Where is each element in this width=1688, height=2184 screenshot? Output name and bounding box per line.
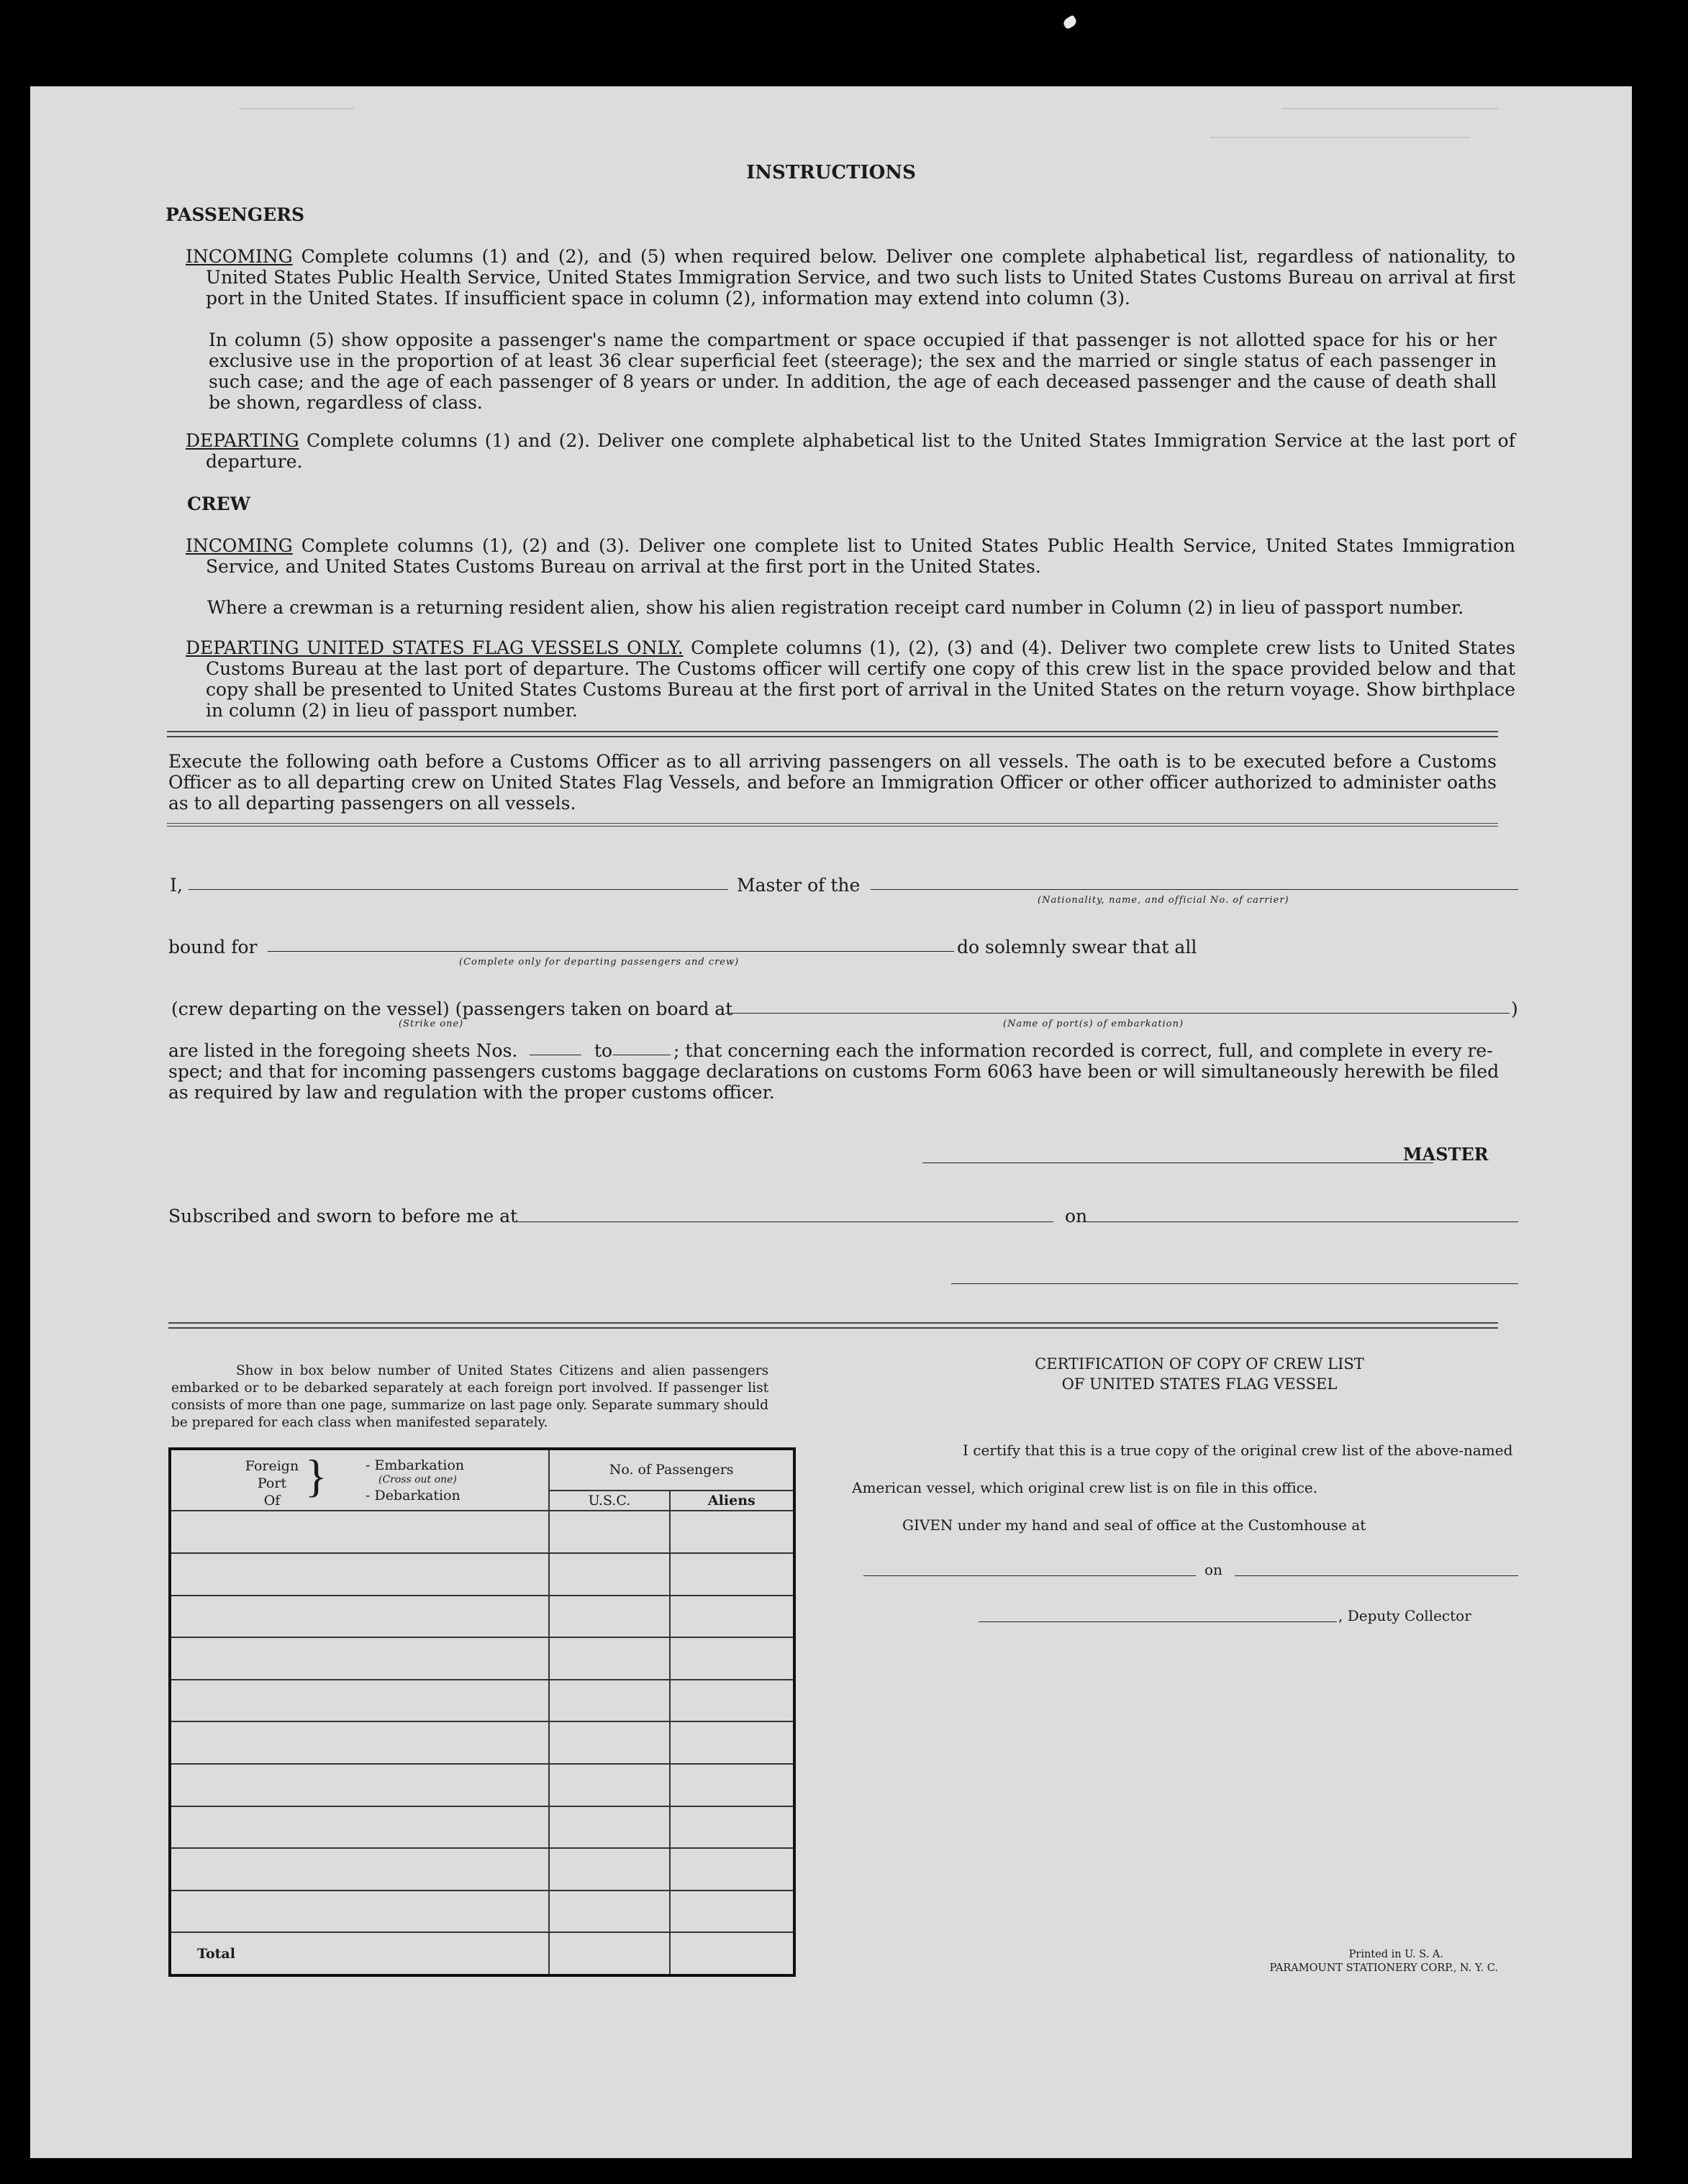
sworn-on-label: on <box>1065 1206 1088 1227</box>
crew-incoming-label: INCOMING <box>186 535 293 556</box>
departing-flag-paragraph <box>186 637 1515 721</box>
port-hint: (Name of port(s) of embarkation) <box>1003 1019 1184 1029</box>
port-cell[interactable] <box>170 1806 549 1849</box>
crew-incoming-paragraph <box>186 535 1515 577</box>
usc-cell[interactable] <box>549 1848 669 1890</box>
port-label: Port <box>257 1475 287 1491</box>
usc-cell[interactable] <box>549 1637 669 1680</box>
deputy-signature-field[interactable] <box>979 1621 1337 1622</box>
crew-heading: CREW <box>187 493 250 514</box>
given-text: GIVEN under my hand and seal of office at the Customhouse at <box>902 1516 1366 1534</box>
embarkation-port-field[interactable] <box>725 1013 1510 1014</box>
aliens-total-cell[interactable] <box>670 1932 794 1975</box>
listed-text-a: are listed in the foregoing sheets Nos. <box>168 1040 518 1061</box>
carrier-field[interactable] <box>871 889 1518 890</box>
crew-incoming-text: Complete columns (1), (2) and (3). Deliver one complete list to United States Public Health Service, United States Immigration Service, and United States Customs Bureau on arrival at the first port in the United States. <box>206 535 1515 577</box>
passengers-incoming-paragraph <box>186 246 1515 309</box>
usc-total-cell[interactable] <box>549 1932 669 1975</box>
usc-cell[interactable] <box>549 1596 669 1638</box>
port-cell[interactable] <box>170 1596 549 1638</box>
oath-intro: Execute the following oath before a Customs Officer as to all arriving passengers on all vessels. The oath is to be executed before a Customs Officer as to all departing crew on United States Flag Vessels, and before an Immigration Officer or other officer authorized to administer oaths as to all departing passengers on all vessels. <box>168 751 1497 814</box>
listed-to-label: to <box>594 1040 613 1061</box>
aliens-cell[interactable] <box>670 1721 794 1764</box>
close-paren: ) <box>1511 998 1518 1019</box>
usc-header: U.S.C. <box>549 1491 669 1511</box>
usc-cell[interactable] <box>549 1764 669 1806</box>
usc-cell[interactable] <box>549 1553 669 1596</box>
instructions-title: INSTRUCTIONS <box>746 162 916 183</box>
printer-imprint <box>1153 1948 1498 1975</box>
total-label: Total <box>170 1932 549 1975</box>
departing-label: DEPARTING <box>186 430 299 451</box>
table-row <box>170 1680 794 1722</box>
aliens-cell[interactable] <box>670 1764 794 1806</box>
table-row <box>170 1553 794 1596</box>
complete-only-hint: (Complete only for departing passengers and crew) <box>459 957 740 968</box>
summary-instructions: Show in box below number of United States Citizens and alien passengers embarked or to be debarked separately at each foreign port involved. If passenger list consists of more than one page, summarize on last page only. Separate summary should be prepared for each class when manifested separately. <box>171 1363 768 1430</box>
listed-line3: as required by law and regulation with the proper customs officer. <box>168 1082 775 1103</box>
incoming-text: Complete columns (1) and (2), and (5) when required below. Deliver one complete alphabetical list, regardless of nationality, to United States Public Health Service, United States Immigration Service, and two such lists to United States Customs Bureau on arrival at first port in the United States. If insufficient space in column (2), information may extend into column (3). <box>206 246 1515 309</box>
certification-title-line1: CERTIFICATION OF COPY OF CREW LIST <box>1035 1355 1364 1373</box>
section-divider <box>167 823 1498 827</box>
table-row <box>170 1890 794 1933</box>
strike-one-hint: (Strike one) <box>399 1019 464 1029</box>
master-signature-field[interactable] <box>922 1162 1433 1163</box>
section-divider <box>168 1322 1498 1329</box>
of-label: Of <box>263 1493 281 1509</box>
table-row <box>170 1511 794 1553</box>
officer-signature-field[interactable] <box>951 1283 1518 1284</box>
usc-cell[interactable] <box>549 1721 669 1764</box>
aliens-cell[interactable] <box>670 1511 794 1553</box>
oath-i-label: I, <box>170 875 183 896</box>
departing-flag-text: Complete columns (1), (2), (3) and (4). Deliver two complete crew lists to United States Customs Bureau at the last port of departure. The Customs officer will certify one copy of this crew list in the space provided below and that copy shall be presented to United States Customs Bureau at the first port of arrival in the United States on the return voyage. Show birthplace in column (2) in lieu of passport number. <box>206 637 1515 721</box>
table-row <box>170 1637 794 1680</box>
departing-text: Complete columns (1) and (2). Deliver one complete alphabetical list to the United States Immigration Service at the last port of departure. <box>206 430 1515 472</box>
usc-cell[interactable] <box>549 1890 669 1933</box>
certification-on-label: on <box>1204 1561 1222 1578</box>
deputy-collector-label: , Deputy Collector <box>1338 1607 1471 1624</box>
section-divider <box>167 731 1498 737</box>
solemnly-swear-label: do solemnly swear that all <box>957 937 1197 957</box>
master-of-the-label: Master of the <box>737 875 861 896</box>
master-label: MASTER <box>1403 1144 1489 1165</box>
aliens-cell[interactable] <box>670 1806 794 1849</box>
table-row <box>170 1721 794 1764</box>
passengers-heading: PASSENGERS <box>165 204 305 225</box>
crewman-paragraph: Where a crewman is a returning resident alien, show his alien registration receipt card number in Column (2) in lieu of passport number. <box>207 597 1464 618</box>
crew-departing-label: (crew departing on the vessel) (passengers taken on board at <box>171 998 733 1019</box>
usc-cell[interactable] <box>549 1806 669 1849</box>
usc-cell[interactable] <box>549 1511 669 1553</box>
bound-for-label: bound for <box>168 937 258 957</box>
bleed-through-mark <box>239 108 354 115</box>
table-row <box>170 1764 794 1806</box>
port-cell[interactable] <box>170 1511 549 1553</box>
total-row <box>170 1932 794 1975</box>
departing-flag-label: DEPARTING UNITED STATES FLAG VESSELS ONLY. <box>186 637 684 658</box>
brace-icon: } <box>305 1450 327 1501</box>
port-cell[interactable] <box>170 1848 549 1890</box>
certify-line1: I certify that this is a true copy of the original crew list of the above-named <box>963 1442 1513 1459</box>
certification-date-field[interactable] <box>1235 1575 1518 1576</box>
incoming-label: INCOMING <box>186 246 293 267</box>
port-cell[interactable] <box>170 1721 549 1764</box>
cross-out-hint: (Cross out one) <box>378 1474 457 1485</box>
listed-line2: spect; and that for incoming passengers customs baggage declarations on customs Form 6063 have been or will simultaneously herewith be filed <box>168 1061 1499 1082</box>
port-cell[interactable] <box>170 1764 549 1806</box>
table-row <box>170 1596 794 1638</box>
nationality-hint: (Nationality, name, and official No. of carrier) <box>1038 895 1289 906</box>
printer-name: PARAMOUNT STATIONERY CORP., N. Y. C. <box>1269 1962 1498 1974</box>
certification-title-line2: OF UNITED STATES FLAG VESSEL <box>1061 1375 1338 1393</box>
foreign-port-of-label <box>243 1457 301 1509</box>
master-name-field[interactable] <box>189 889 728 890</box>
table-row <box>170 1848 794 1890</box>
passenger-summary-table <box>168 1447 796 1977</box>
port-cell[interactable] <box>170 1553 549 1596</box>
bleed-through-mark <box>1210 137 1469 144</box>
certify-line2: American vessel, which original crew list is on file in this office. <box>852 1479 1318 1496</box>
bound-for-field[interactable] <box>268 951 954 952</box>
aliens-cell[interactable] <box>670 1890 794 1933</box>
aliens-cell[interactable] <box>670 1596 794 1638</box>
debarkation-label: - Debarkation <box>366 1488 460 1503</box>
aliens-cell[interactable] <box>670 1848 794 1890</box>
printed-in-usa: Printed in U. S. A. <box>1348 1949 1443 1960</box>
column5-paragraph: In column (5) show opposite a passenger's name the compartment or space occupied if that passenger is not allotted space for his or her exclusive use in the proportion of at least 36 clear superficial feet (steerage); the sex and the married or single status of each passenger in such case; and the age of each passenger of 8 years or under. In addition, the age of each deceased passenger and the cause of death shall be shown, regardless of class. <box>209 329 1497 413</box>
subscribed-label: Subscribed and sworn to before me at <box>168 1206 518 1227</box>
aliens-header: Aliens <box>670 1491 794 1511</box>
bleed-through-mark <box>1282 108 1498 115</box>
foreign-label: Foreign <box>245 1458 299 1474</box>
form-page <box>30 86 1632 2158</box>
aliens-cell[interactable] <box>670 1680 794 1722</box>
listed-text-b: ; that concerning each the information recorded is correct, full, and complete in every re- <box>673 1040 1493 1061</box>
sworn-place-field[interactable] <box>514 1221 1053 1222</box>
certification-title <box>922 1354 1476 1394</box>
port-cell[interactable] <box>170 1890 549 1933</box>
no-of-passengers-header: No. of Passengers <box>549 1449 794 1491</box>
port-cell[interactable] <box>170 1680 549 1722</box>
embarkation-label: - Embarkation <box>366 1457 465 1473</box>
port-cell[interactable] <box>170 1637 549 1680</box>
aliens-cell[interactable] <box>670 1637 794 1680</box>
port-header-cell <box>170 1449 549 1511</box>
sworn-date-field[interactable] <box>1086 1221 1518 1222</box>
aliens-cell[interactable] <box>670 1553 794 1596</box>
scan-debris-mark <box>1062 14 1079 29</box>
passengers-departing-paragraph <box>186 430 1515 472</box>
usc-cell[interactable] <box>549 1680 669 1722</box>
table-row <box>170 1806 794 1849</box>
customhouse-field[interactable] <box>863 1575 1196 1576</box>
